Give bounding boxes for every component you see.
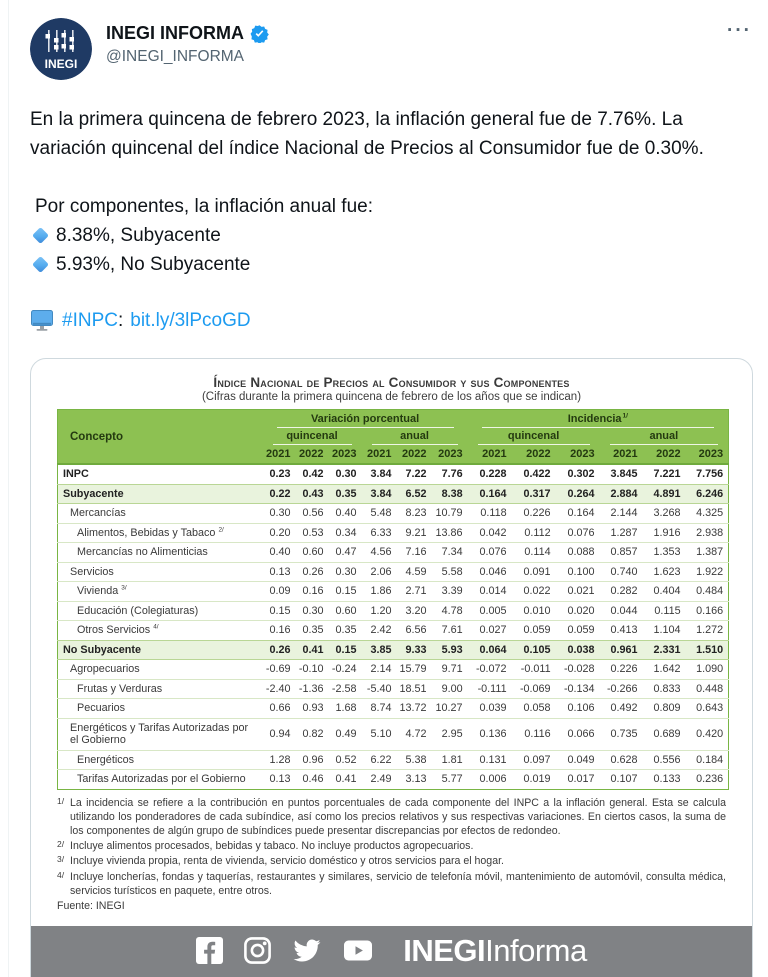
value-cell: 0.96	[296, 750, 329, 770]
footnote-text: Incluye alimentos procesados, bebidas y tabaco. No incluye productos agropecuarios.	[70, 840, 474, 853]
footnote	[57, 839, 726, 853]
value-cell: 0.93	[296, 699, 329, 719]
value-cell: 0.628	[600, 750, 643, 770]
value-cell: 0.66	[263, 699, 296, 719]
value-cell: 2.331	[643, 640, 686, 660]
value-cell: 0.30	[329, 562, 362, 582]
row-label: Subyacente	[58, 484, 263, 504]
value-cell: 0.492	[600, 699, 643, 719]
value-cell: 2.95	[432, 718, 468, 750]
value-cell: 0.41	[296, 640, 329, 660]
value-cell: 0.34	[329, 523, 362, 543]
value-cell: 18.51	[397, 679, 432, 699]
value-cell: 0.236	[686, 770, 729, 790]
value-cell: 0.30	[335, 468, 357, 481]
colon-text: :	[117, 310, 124, 331]
value-cell: 6.52	[397, 484, 432, 504]
value-cell: 0.017	[556, 770, 600, 790]
value-cell: 1.916	[643, 523, 686, 543]
column-header-year: 2021	[600, 445, 643, 464]
value-cell: 0.019	[512, 770, 556, 790]
list-intro: Por componentes, la inflación anual fue:	[35, 196, 373, 217]
verified-badge-icon	[250, 24, 269, 43]
value-cell: 0.039	[468, 699, 512, 719]
row-label: Otros Servicios $^{4/}$	[58, 621, 263, 641]
value-cell: -0.134	[556, 679, 600, 699]
value-cell: 0.118	[468, 504, 512, 524]
value-cell: 3.39	[432, 582, 468, 602]
column-subgroup-anual: anual	[362, 428, 468, 445]
value-cell: 0.006	[468, 770, 512, 790]
value-cell: 1.287	[600, 523, 643, 543]
value-cell: 0.13	[263, 562, 296, 582]
value-cell: 0.010	[512, 601, 556, 621]
value-cell: -2.58	[329, 679, 362, 699]
tweet-text	[30, 105, 752, 335]
value-cell: 0.042	[468, 523, 512, 543]
value-cell: 0.116	[512, 718, 556, 750]
value-cell: 0.15	[329, 582, 362, 602]
value-cell: 7.34	[432, 543, 468, 563]
value-cell: -0.24	[329, 660, 362, 680]
value-cell: 0.30	[296, 601, 329, 621]
value-cell: 0.184	[686, 750, 729, 770]
value-cell: 13.72	[397, 699, 432, 719]
value-cell: 9.71	[432, 660, 468, 680]
table-row	[58, 718, 729, 750]
value-cell: 0.46	[296, 770, 329, 790]
value-cell: 0.105	[512, 640, 556, 660]
value-cell: 5.58	[432, 562, 468, 582]
table-row	[58, 679, 729, 699]
value-cell: 0.133	[643, 770, 686, 790]
value-cell: 10.27	[432, 699, 468, 719]
value-cell: 0.038	[556, 640, 600, 660]
value-cell: 6.33	[362, 523, 397, 543]
value-cell: 3.20	[397, 601, 432, 621]
inegi-informa-wordmark: INEGIInforma	[403, 932, 587, 968]
source-label: Fuente: INEGI	[57, 899, 125, 912]
value-cell: 4.72	[397, 718, 432, 750]
table-row	[58, 601, 729, 621]
value-cell: 3.84	[362, 484, 397, 504]
value-cell: 0.136	[468, 718, 512, 750]
value-cell: -0.028	[556, 660, 600, 680]
more-ellipsis-icon[interactable]: ···	[727, 20, 752, 41]
column-header-year: 2021	[263, 445, 296, 464]
table-row	[58, 523, 729, 543]
value-cell: 0.076	[556, 523, 600, 543]
footnote-text: La incidencia se refiere a la contribución en puntos porcentuales de cada componente del INPC a la inflación general. Esta se calcula utilizando los ponderadores de cada subíndice, así como los precios relativos y sus respectivas variaciones. En ciertos casos, la suma de los componentes de algún grupo de subíndices puede presentar discrepancias por efectos de redondeo.	[70, 796, 726, 837]
footnotes	[57, 796, 726, 898]
value-cell: 0.857	[600, 543, 643, 563]
row-label: No Subyacente	[58, 640, 263, 660]
value-cell: 9.00	[432, 679, 468, 699]
value-cell: 9.33	[397, 640, 432, 660]
value-cell: 0.088	[556, 543, 600, 563]
table-row	[58, 660, 729, 680]
row-label: Vivienda $^{3/}$	[58, 582, 263, 602]
value-cell: 0.166	[686, 601, 729, 621]
value-cell: 0.264	[556, 484, 600, 504]
value-cell: 4.78	[432, 601, 468, 621]
value-cell: 0.302	[567, 468, 595, 481]
footnote-marker: 3/	[57, 854, 65, 865]
value-cell: 3.13	[397, 770, 432, 790]
value-cell: 5.48	[362, 504, 397, 524]
table-row	[58, 562, 729, 582]
value-cell: 0.13	[263, 770, 296, 790]
value-cell: 1.387	[686, 543, 729, 563]
value-cell: 0.26	[296, 562, 329, 582]
value-cell: 0.020	[556, 601, 600, 621]
infographic-subtitle: (Cifras durante la primera quincena de febrero de los años que se indican)	[201, 391, 582, 403]
row-label: Educación (Colegiaturas)	[58, 601, 263, 621]
value-cell: 0.43	[296, 484, 329, 504]
value-cell: 0.106	[556, 699, 600, 719]
value-cell: 0.059	[556, 621, 600, 641]
value-cell: -0.266	[600, 679, 643, 699]
value-cell: 1.104	[643, 621, 686, 641]
column-header-year: 2023	[556, 445, 600, 464]
value-cell: 0.049	[556, 750, 600, 770]
value-cell: 5.10	[362, 718, 397, 750]
table-row	[58, 582, 729, 602]
avatar[interactable]	[30, 18, 92, 80]
value-cell: 0.16	[296, 582, 329, 602]
value-cell: 0.226	[512, 504, 556, 524]
value-cell: 4.56	[362, 543, 397, 563]
value-cell: 1.20	[362, 601, 397, 621]
value-cell: 0.49	[329, 718, 362, 750]
value-cell: 0.114	[512, 543, 556, 563]
value-cell: 0.005	[468, 601, 512, 621]
infographic-title: Índice Nacional de Precios al Consumidor y sus Componentes	[213, 375, 570, 390]
value-cell: 0.484	[686, 582, 729, 602]
value-cell: 0.53	[296, 523, 329, 543]
value-cell: 0.82	[296, 718, 329, 750]
value-cell: 1.922	[686, 562, 729, 582]
value-cell: 0.09	[263, 582, 296, 602]
value-cell: 8.74	[362, 699, 397, 719]
footnote	[57, 796, 726, 839]
inegi-logo-icon	[30, 18, 92, 80]
value-cell: 1.510	[686, 640, 729, 660]
table-row	[58, 543, 729, 563]
value-cell: 8.38	[432, 484, 468, 504]
value-cell: 0.35	[329, 621, 362, 641]
value-cell: 0.226	[600, 660, 643, 680]
value-cell: 10.79	[432, 504, 468, 524]
value-cell: 0.107	[600, 770, 643, 790]
youtube-icon	[343, 937, 373, 964]
value-cell: 0.282	[600, 582, 643, 602]
facebook-icon	[196, 937, 223, 964]
value-cell: 2.49	[362, 770, 397, 790]
table-row	[58, 770, 729, 790]
value-cell: 0.94	[263, 718, 296, 750]
value-cell: 0.961	[600, 640, 643, 660]
value-cell: 0.046	[468, 562, 512, 582]
value-cell: 0.404	[643, 582, 686, 602]
tweet-paragraph: En la primera quincena de febrero 2023, la inflación general fue de 7.76%. La variación quincenal del índice Nacional de Precios al Consumidor fue de 0.30%.	[30, 109, 704, 159]
column-header-year: 2023	[329, 445, 362, 464]
value-cell: 5.38	[397, 750, 432, 770]
value-cell: 2.14	[362, 660, 397, 680]
link-line	[30, 306, 752, 335]
value-cell: 0.20	[263, 523, 296, 543]
value-cell: 6.246	[686, 484, 729, 504]
value-cell: 7.16	[397, 543, 432, 563]
value-cell: 0.112	[512, 523, 556, 543]
value-cell: 0.164	[468, 484, 512, 504]
instagram-icon	[244, 937, 271, 964]
footnote-marker: 2/	[57, 839, 65, 850]
desktop-computer-icon	[31, 310, 53, 331]
bullet-text: 5.93%, No Subyacente	[56, 254, 251, 275]
value-cell: 1.86	[362, 582, 397, 602]
row-label: INPC	[63, 468, 89, 480]
column-subgroup-quincenal: quincenal	[263, 428, 362, 445]
value-cell: 0.059	[512, 621, 556, 641]
value-cell: 0.740	[600, 562, 643, 582]
value-cell: 1.272	[686, 621, 729, 641]
column-group-incidencia: Incidencia $^{1/}$	[468, 410, 729, 429]
value-cell: 0.021	[556, 582, 600, 602]
column-header-year: 2022	[643, 445, 686, 464]
svg-text:INEGI: INEGI	[44, 57, 78, 71]
infographic-footer-bar	[31, 926, 752, 977]
value-cell: -0.069	[512, 679, 556, 699]
account-handle[interactable]: @INEGI_INFORMA	[106, 48, 245, 65]
value-cell: 7.756	[696, 468, 724, 481]
value-cell: -0.011	[512, 660, 556, 680]
value-cell: 0.60	[329, 601, 362, 621]
value-cell: 2.884	[600, 484, 643, 504]
column-subgroup-quincenal: quincenal	[468, 428, 600, 445]
value-cell: -2.40	[263, 679, 296, 699]
value-cell: 0.15	[263, 601, 296, 621]
value-cell: 0.066	[556, 718, 600, 750]
value-cell: 0.131	[468, 750, 512, 770]
column-header-year: 2023	[686, 445, 729, 464]
value-cell: 7.61	[432, 621, 468, 641]
value-cell: 2.06	[362, 562, 397, 582]
value-cell: 1.28	[263, 750, 296, 770]
column-header-year: 2022	[397, 445, 432, 464]
list-item	[30, 250, 752, 279]
column-subgroup-anual: anual	[600, 428, 729, 445]
value-cell: -5.40	[362, 679, 397, 699]
value-cell: 9.21	[397, 523, 432, 543]
value-cell: 0.164	[556, 504, 600, 524]
row-label: Energéticos y Tarifas Autorizadas por el Gobierno	[58, 718, 263, 750]
value-cell: 0.35	[329, 484, 362, 504]
account-names	[106, 18, 269, 66]
value-cell: 13.86	[432, 523, 468, 543]
row-label: Tarifas Autorizadas por el Gobierno	[58, 770, 263, 790]
row-label: Pecuarios	[58, 699, 263, 719]
value-cell: 0.643	[686, 699, 729, 719]
value-cell: 0.091	[512, 562, 556, 582]
value-cell: -0.10	[296, 660, 329, 680]
column-header-year: 2021	[362, 445, 397, 464]
table-row	[58, 504, 729, 524]
row-label: Energéticos	[58, 750, 263, 770]
twitter-icon	[292, 937, 322, 964]
value-cell: 0.23	[269, 468, 291, 481]
value-cell: 0.15	[329, 640, 362, 660]
value-cell: 2.144	[600, 504, 643, 524]
table-row	[58, 750, 729, 770]
value-cell: -1.36	[296, 679, 329, 699]
value-cell: 0.16	[263, 621, 296, 641]
value-cell: 4.59	[397, 562, 432, 582]
footnote	[57, 870, 726, 898]
column-header-year: 2021	[468, 445, 512, 464]
value-cell: 0.52	[329, 750, 362, 770]
value-cell: 0.556	[643, 750, 686, 770]
value-cell: 5.77	[432, 770, 468, 790]
value-cell: 0.833	[643, 679, 686, 699]
value-cell: 1.642	[643, 660, 686, 680]
table-row	[58, 464, 729, 484]
inpc-table	[57, 409, 729, 790]
value-cell: -0.072	[468, 660, 512, 680]
value-cell: -0.69	[263, 660, 296, 680]
value-cell: 7.221	[653, 468, 681, 481]
value-cell: 3.268	[643, 504, 686, 524]
footnote-marker: 4/	[57, 869, 65, 880]
row-label: Mercancías no Alimenticias	[58, 543, 263, 563]
row-label: Agropecuarios	[58, 660, 263, 680]
blue-diamond-icon	[32, 227, 49, 244]
value-cell: 0.26	[263, 640, 296, 660]
value-cell: 0.022	[512, 582, 556, 602]
value-cell: 0.42	[302, 468, 324, 481]
value-cell: 0.35	[296, 621, 329, 641]
value-cell: 2.938	[686, 523, 729, 543]
value-cell: 0.60	[296, 543, 329, 563]
value-cell: 0.40	[263, 543, 296, 563]
value-cell: 1.353	[643, 543, 686, 563]
value-cell: 4.325	[686, 504, 729, 524]
value-cell: 0.317	[512, 484, 556, 504]
tweet-media-image[interactable]	[30, 358, 753, 977]
value-cell: 2.42	[362, 621, 397, 641]
value-cell: 6.56	[397, 621, 432, 641]
value-cell: 0.014	[468, 582, 512, 602]
row-label: Servicios	[58, 562, 263, 582]
bitly-link[interactable]: bit.ly/3lPcoGD	[130, 310, 251, 331]
value-cell: 0.41	[329, 770, 362, 790]
display-name[interactable]: INEGI INFORMA	[106, 23, 244, 43]
value-cell: 1.68	[329, 699, 362, 719]
table-row	[58, 640, 729, 660]
bullet-text: 8.38%, Subyacente	[56, 225, 221, 246]
value-cell: 0.097	[512, 750, 556, 770]
blue-diamond-icon	[32, 256, 49, 273]
value-cell: 3.845	[610, 468, 638, 481]
value-cell: 0.228	[479, 468, 507, 481]
column-header-concepto: Concepto	[58, 410, 263, 465]
footnote-text: Incluye vivienda propia, renta de vivienda, servicio doméstico y otros servicios para el hogar.	[70, 855, 504, 868]
column-header-year: 2022	[512, 445, 556, 464]
value-cell: 0.027	[468, 621, 512, 641]
value-cell: 1.623	[643, 562, 686, 582]
table-row	[58, 484, 729, 504]
value-cell: 7.22	[405, 468, 427, 481]
value-cell: 0.044	[600, 601, 643, 621]
value-cell: 0.47	[329, 543, 362, 563]
value-cell: 7.76	[441, 468, 463, 481]
row-label: Frutas y Verduras	[58, 679, 263, 699]
value-cell: 0.448	[686, 679, 729, 699]
hashtag-link[interactable]: #INPC	[62, 310, 118, 331]
table-row	[58, 699, 729, 719]
value-cell: -0.111	[468, 679, 512, 699]
value-cell: 8.23	[397, 504, 432, 524]
value-cell: 0.115	[643, 601, 686, 621]
footnote-marker: 1/	[57, 795, 65, 806]
inpc-table-body	[58, 464, 729, 789]
value-cell: 0.413	[600, 621, 643, 641]
value-cell: 0.422	[523, 468, 551, 481]
value-cell: 0.56	[296, 504, 329, 524]
table-row	[58, 621, 729, 641]
column-header-year: 2022	[296, 445, 329, 464]
value-cell: 15.79	[397, 660, 432, 680]
column-header-year: 2023	[432, 445, 468, 464]
value-cell: 0.22	[263, 484, 296, 504]
row-label: Alimentos, Bebidas y Tabaco $^{2/}$	[58, 523, 263, 543]
value-cell: 0.064	[468, 640, 512, 660]
list-item	[30, 221, 752, 250]
value-cell: 1.090	[686, 660, 729, 680]
value-cell: 3.85	[362, 640, 397, 660]
column-group-variacion: Variación porcentual	[263, 410, 468, 429]
value-cell: 6.22	[362, 750, 397, 770]
value-cell: 1.81	[432, 750, 468, 770]
value-cell: 5.93	[432, 640, 468, 660]
row-label: Mercancías	[58, 504, 263, 524]
value-cell: 0.689	[643, 718, 686, 750]
value-cell: 3.84	[370, 468, 392, 481]
infographic	[31, 359, 752, 912]
value-cell: 2.71	[397, 582, 432, 602]
value-cell: 0.058	[512, 699, 556, 719]
value-cell: 0.100	[556, 562, 600, 582]
value-cell: 0.809	[643, 699, 686, 719]
tweet-header	[30, 18, 754, 80]
value-cell: 0.30	[263, 504, 296, 524]
footnote-text: Incluye loncherías, fondas y taquerías, restaurantes y similares, servicio de telefonía móvil, mantenimiento de automóvil, consulta médica, servicios turísticos en paquete, entre otros.	[70, 870, 726, 897]
value-cell: 0.420	[686, 718, 729, 750]
value-cell: 0.076	[468, 543, 512, 563]
value-cell: 4.891	[643, 484, 686, 504]
value-cell: 0.735	[600, 718, 643, 750]
value-cell: 0.40	[329, 504, 362, 524]
tweet-card	[9, 0, 768, 977]
footnote	[57, 854, 726, 868]
